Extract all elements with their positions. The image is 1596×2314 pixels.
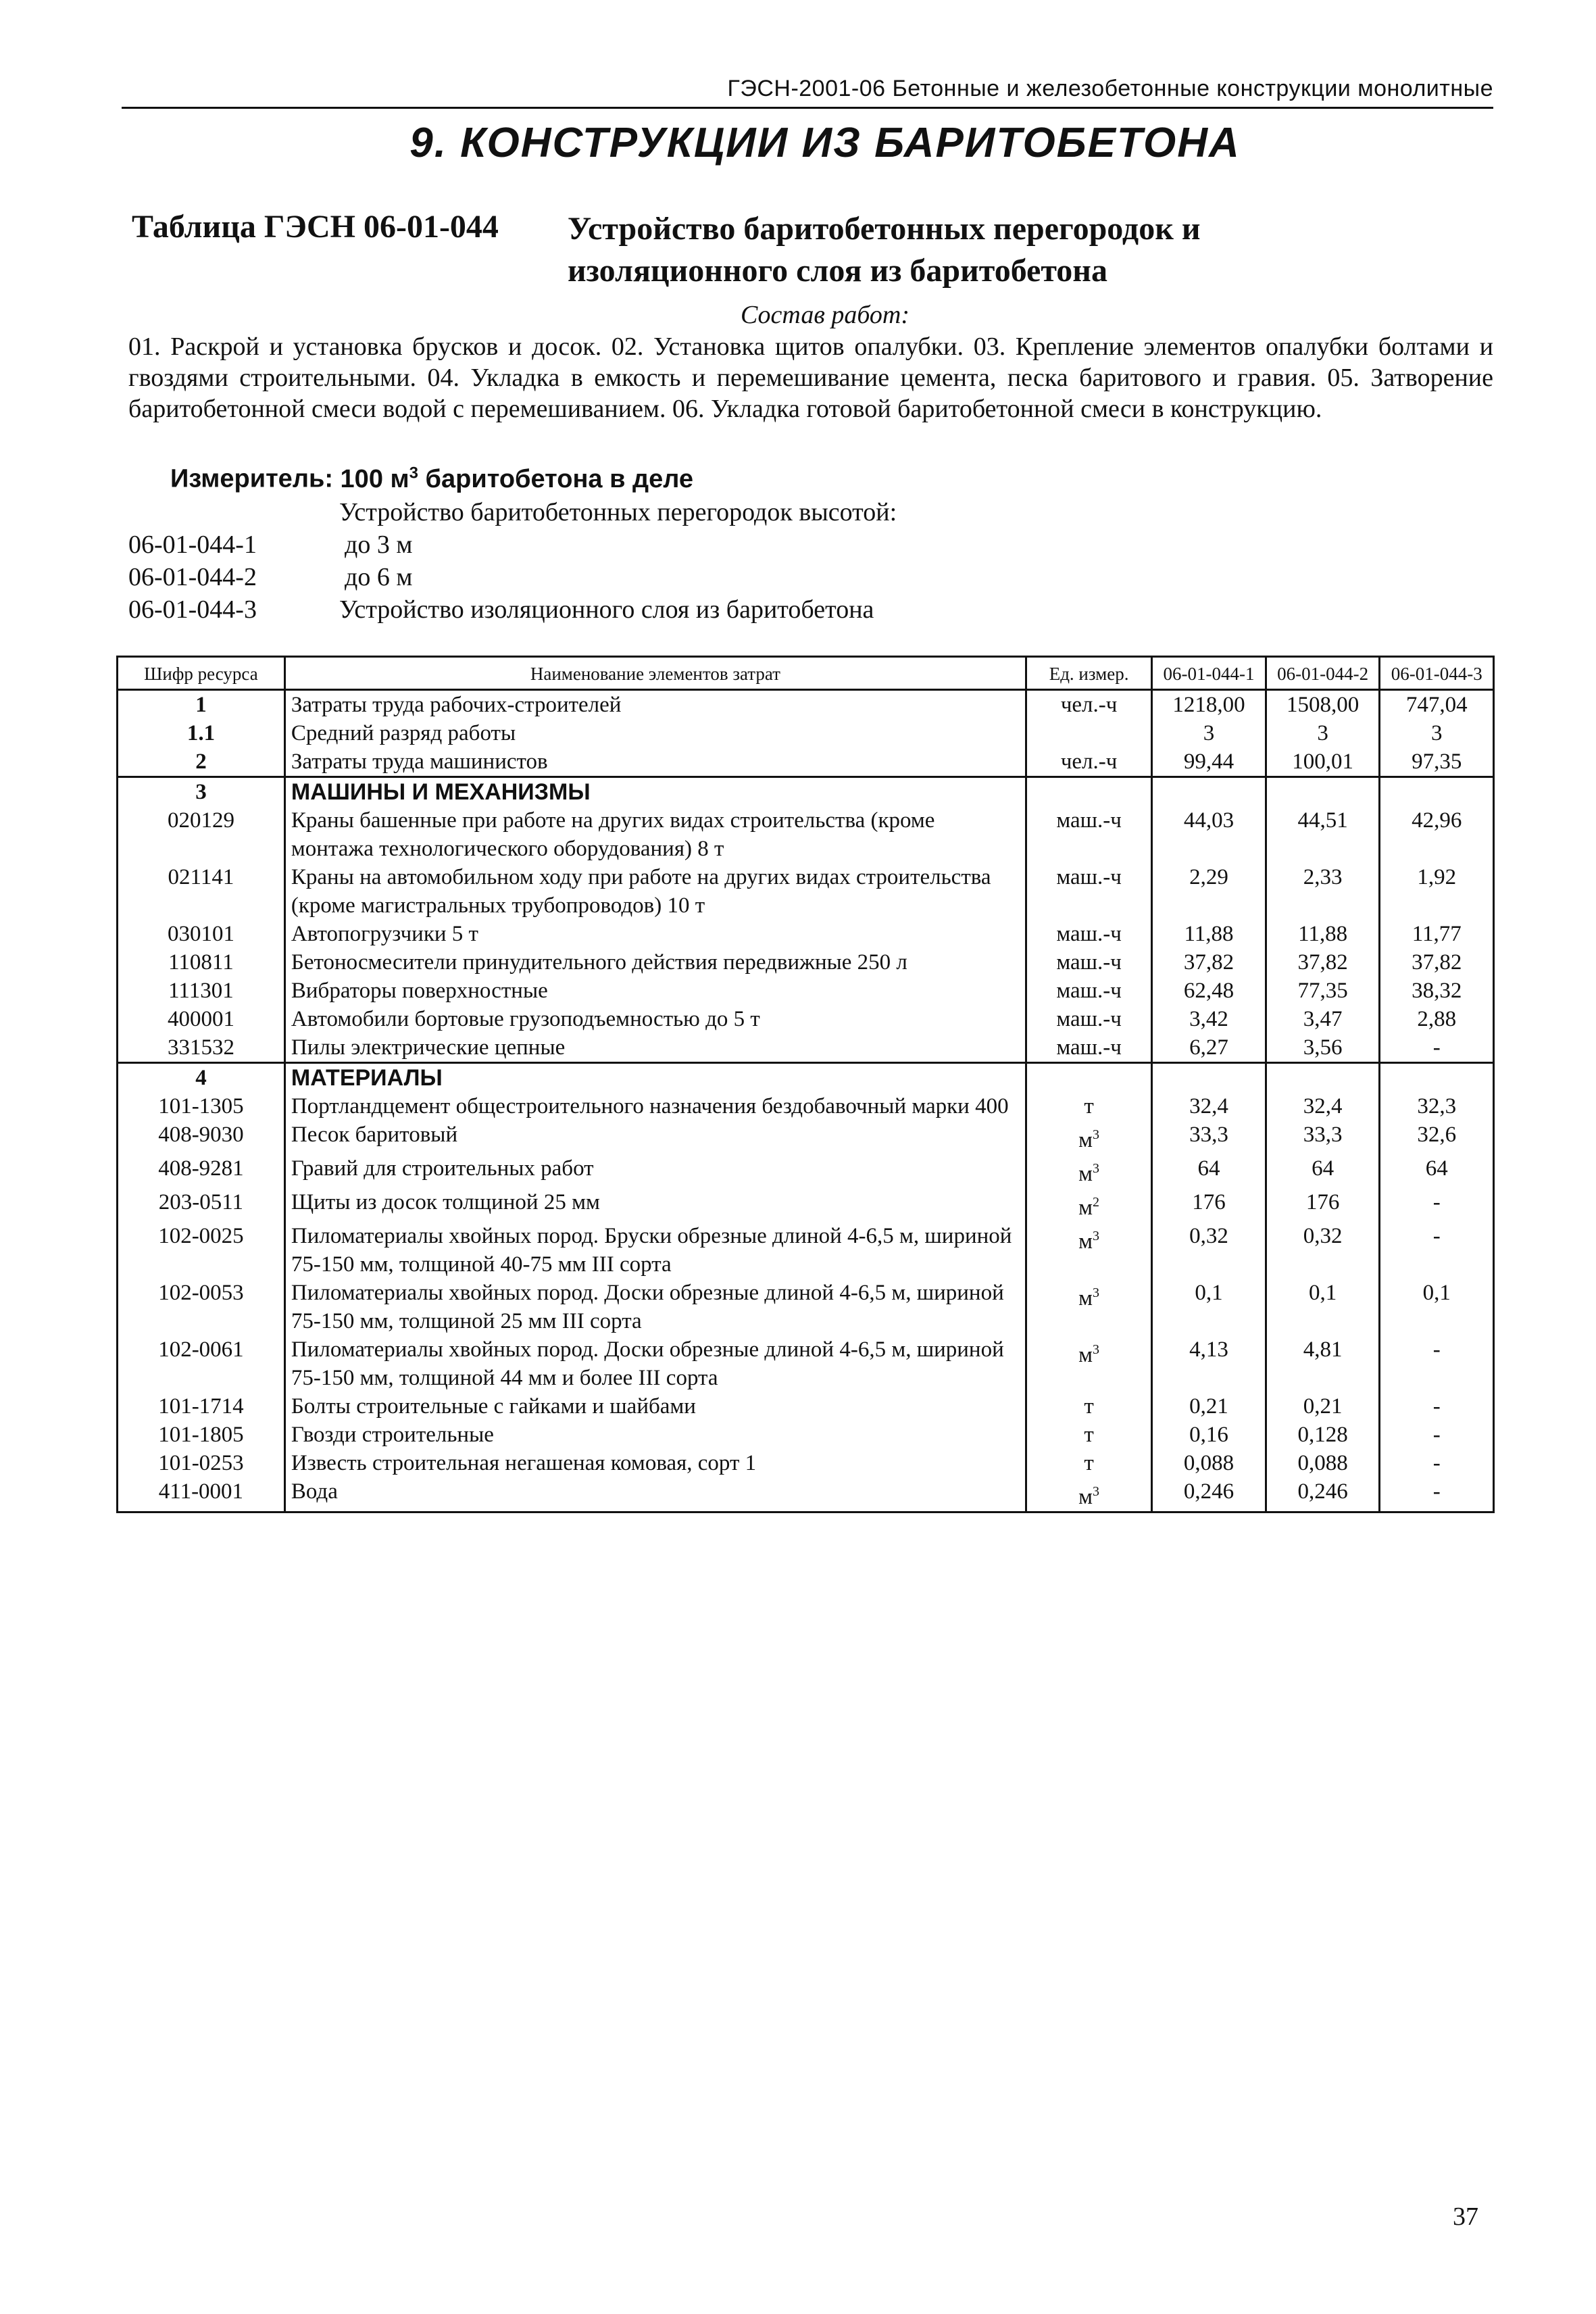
header-col1: 06-01-044-1 [1152,657,1266,690]
cell-value-3: 64 [1380,1154,1494,1188]
cell-value-3: - [1380,1188,1494,1222]
variants-group-title: Устройство баритобетонных перегородок высотой: [339,498,897,526]
cell-name: Известь строительная негашеная комовая, сорт 1 [284,1449,1026,1477]
cell-value-3: - [1380,1335,1494,1392]
cell-name: Средний разряд работы [284,719,1026,747]
cell-value-3: 32,6 [1380,1121,1494,1154]
table-header-row [118,657,1494,690]
cell-value-3: - [1380,1477,1494,1512]
cell-value-2: 3,56 [1266,1033,1380,1063]
cell-value-2: 64 [1266,1154,1380,1188]
cell-name: Пилы электрические цепные [284,1033,1026,1063]
cell-value-2: 37,82 [1266,948,1380,977]
cell-value-2: 0,246 [1266,1477,1380,1512]
cell-value-2: 0,088 [1266,1449,1380,1477]
cell-code: 111301 [118,977,285,1005]
cell-value-1: 176 [1152,1188,1266,1222]
cell-unit: маш.-ч [1026,806,1151,863]
cell-name: Краны башенные при работе на других видах строительства (кроме монтажа технологического оборудования) 8 т [284,806,1026,863]
table-row [118,1188,1494,1222]
variant-name: Устройство изоляционного слоя из баритобетона [339,595,874,624]
table-label: Таблица ГЭСН 06-01-044 [132,209,499,245]
cell-value-3: 38,32 [1380,977,1494,1005]
table-row [118,777,1494,807]
variant-code: 06-01-044-2 [128,563,257,591]
cell-value-2: 0,128 [1266,1421,1380,1449]
cell-unit: т [1026,1421,1151,1449]
table-row [118,1005,1494,1033]
table-row [118,1092,1494,1121]
cell-value-1: 0,21 [1152,1392,1266,1421]
table-row [118,747,1494,777]
table-row [118,920,1494,948]
cell-name: Затраты труда машинистов [284,747,1026,777]
cell-code: 408-9030 [118,1121,285,1154]
cell-unit: т [1026,1392,1151,1421]
work-composition-text: 01. Раскрой и установка брусков и досок. 02. Установка щитов опалубки. 03. Крепление элементов опалубки болтами и гвоздями строительными. 04. Укладка в емкость и перемешивание цемента, песка баритового и гравия. 05. Затворение баритобетонной смеси водой с перемешиванием. 06. Укладка готовой баритобетонной смеси в конструкцию. [128,333,1493,423]
cell-unit: $м^3$ [1026,1279,1151,1335]
table-row [118,806,1494,863]
variant-name: до 3 м [345,531,413,559]
cell-unit: маш.-ч [1026,863,1151,920]
cell-value-2: 3 [1266,719,1380,747]
cell-code: 203-0511 [118,1188,285,1222]
cell-value-2: 4,81 [1266,1335,1380,1392]
cell-value-3: 0,1 [1380,1279,1494,1335]
cell-unit: маш.-ч [1026,1033,1151,1063]
cell-code: 020129 [118,806,285,863]
cell-unit: т [1026,1092,1151,1121]
resource-table [116,656,1495,1513]
header-col3: 06-01-044-3 [1380,657,1494,690]
cell-value-3: - [1380,1033,1494,1063]
cell-unit: $м^3$ [1026,1222,1151,1279]
cell-unit: $м^3$ [1026,1154,1151,1188]
cell-code: 331532 [118,1033,285,1063]
table-row [118,1121,1494,1154]
cell-value-3: 1,92 [1380,863,1494,920]
cell-value-1: 0,246 [1152,1477,1266,1512]
cell-code: 1.1 [118,719,285,747]
section-title: 9. КОНСТРУКЦИИ ИЗ БАРИТОБЕТОНА [409,120,1241,166]
cell-value-2: 3,47 [1266,1005,1380,1033]
cell-code: 2 [118,747,285,777]
table-row [118,1449,1494,1477]
cell-name: Пиломатериалы хвойных пород. Доски обрезные длиной 4-6,5 м, шириной 75-150 мм, толщиной 25 мм III сорта [284,1279,1026,1335]
cell-value-2: 176 [1266,1188,1380,1222]
cell-value-2: 0,32 [1266,1222,1380,1279]
cell-value-2: 0,21 [1266,1392,1380,1421]
cell-code: 102-0061 [118,1335,285,1392]
cell-value-1: 0,16 [1152,1421,1266,1449]
cell-name: Затраты труда рабочих-строителей [284,690,1026,720]
table-row [118,977,1494,1005]
measure-label: Измеритель: [170,464,333,493]
variant-code: 06-01-044-1 [128,531,257,559]
measure-line [170,464,693,494]
table-row [118,1477,1494,1512]
cell-value-3: - [1380,1449,1494,1477]
variants-list [128,496,897,626]
cell-value-1: 4,13 [1152,1335,1266,1392]
cell-name: Портландцемент общестроительного назначения бездобавочный марки 400 [284,1092,1026,1121]
variant-row [128,561,897,593]
cell-value-1: 0,1 [1152,1279,1266,1335]
cell-unit: маш.-ч [1026,920,1151,948]
header-rule [122,107,1493,109]
cell-code: 102-0025 [118,1222,285,1279]
cell-name: Бетоносмесители принудительного действия передвижные 250 л [284,948,1026,977]
cell-value-1: 44,03 [1152,806,1266,863]
cell-value-1: 3 [1152,719,1266,747]
cell-unit: $м^3$ [1026,1121,1151,1154]
cell-unit: т [1026,1449,1151,1477]
cell-value-2: 2,33 [1266,863,1380,920]
cell-value-3: 747,04 [1380,690,1494,720]
header-col2: 06-01-044-2 [1266,657,1380,690]
cell-unit: маш.-ч [1026,948,1151,977]
cell-value-3: 42,96 [1380,806,1494,863]
cell-value-1: 32,4 [1152,1092,1266,1121]
cell-value-2: 77,35 [1266,977,1380,1005]
page-number: 37 [1453,2202,1478,2231]
cell-value-1: 64 [1152,1154,1266,1188]
cell-value-2: 0,1 [1266,1279,1380,1335]
cell-code: 400001 [118,1005,285,1033]
cell-code: 021141 [118,863,285,920]
cell-value-1: 99,44 [1152,747,1266,777]
cell-code: 101-1305 [118,1092,285,1121]
cell-value-3: 3 [1380,719,1494,747]
cell-code: 101-1805 [118,1421,285,1449]
table-row [118,863,1494,920]
cell-code: 3 [118,777,285,807]
cell-value-1: 0,088 [1152,1449,1266,1477]
cell-unit: чел.-ч [1026,690,1151,720]
cell-name: Вибраторы поверхностные [284,977,1026,1005]
header-unit: Ед. измер. [1026,657,1151,690]
cell-code: 030101 [118,920,285,948]
cell-name: Автомобили бортовые грузоподъемностью до 5 т [284,1005,1026,1033]
running-header: ГЭСН-2001-06 Бетонные и железобетонные конструкции монолитные [727,76,1493,101]
cell-value-1: 11,88 [1152,920,1266,948]
cell-unit: маш.-ч [1026,1005,1151,1033]
table-row [118,719,1494,747]
cell-code: 411-0001 [118,1477,285,1512]
table-row [118,1279,1494,1335]
variant-row [128,593,897,626]
cell-code: 4 [118,1063,285,1093]
cell-value-1: 33,3 [1152,1121,1266,1154]
cell-value-1 [1152,1063,1266,1093]
cell-value-2: 44,51 [1266,806,1380,863]
table-row [118,1222,1494,1279]
header-code: Шифр ресурса [118,657,285,690]
cell-value-2: 100,01 [1266,747,1380,777]
cell-value-3: 32,3 [1380,1092,1494,1121]
cell-value-2: 32,4 [1266,1092,1380,1121]
variant-code: 06-01-044-3 [128,595,257,624]
cell-unit: $м^3$ [1026,1477,1151,1512]
table-title: Устройство баритобетонных перегородок и изоляционного слоя из баритобетона [568,211,1201,289]
table-row [118,1392,1494,1421]
variant-row [128,528,897,561]
cell-name: Краны на автомобильном ходу при работе на других видах строительства (кроме магистральных трубопроводов) 10 т [284,863,1026,920]
cell-unit: маш.-ч [1026,977,1151,1005]
cell-name: Гвозди строительные [284,1421,1026,1449]
table-row [118,1063,1494,1093]
cell-value-3: 97,35 [1380,747,1494,777]
cell-value-3 [1380,777,1494,807]
cell-code: 408-9281 [118,1154,285,1188]
cell-value-3: 2,88 [1380,1005,1494,1033]
cell-name: Вода [284,1477,1026,1512]
cell-value-3: - [1380,1222,1494,1279]
table-row [118,1033,1494,1063]
cell-code: 101-1714 [118,1392,285,1421]
cell-value-3: - [1380,1392,1494,1421]
cell-value-1 [1152,777,1266,807]
cell-unit: $м^2$ [1026,1188,1151,1222]
cell-value-3: 11,77 [1380,920,1494,948]
cell-code: 101-0253 [118,1449,285,1477]
table-body [118,690,1494,1512]
cell-name: Песок баритовый [284,1121,1026,1154]
cell-unit: $м^3$ [1026,1335,1151,1392]
cell-unit [1026,719,1151,747]
table-row [118,1421,1494,1449]
cell-code: 102-0053 [118,1279,285,1335]
cell-value-2 [1266,777,1380,807]
cell-value-1: 37,82 [1152,948,1266,977]
cell-value-1: 62,48 [1152,977,1266,1005]
cell-code: 110811 [118,948,285,977]
cell-value-1: 3,42 [1152,1005,1266,1033]
cell-value-1: 0,32 [1152,1222,1266,1279]
measure-value: 100 $м^3$ баритобетона в деле [340,464,694,493]
table-row [118,1154,1494,1188]
work-composition-heading: Состав работ: [740,301,910,329]
cell-value-3 [1380,1063,1494,1093]
table-row [118,948,1494,977]
table-row [118,690,1494,720]
cell-name: Гравий для строительных работ [284,1154,1026,1188]
cell-unit [1026,1063,1151,1093]
cell-value-1: 1218,00 [1152,690,1266,720]
cell-name: МАТЕРИАЛЫ [284,1063,1026,1093]
cell-value-3: - [1380,1421,1494,1449]
cell-value-1: 2,29 [1152,863,1266,920]
cell-name: Пиломатериалы хвойных пород. Бруски обрезные длиной 4-6,5 м, шириной 75-150 мм, толщиной 40-75 мм III сорта [284,1222,1026,1279]
cell-value-1: 6,27 [1152,1033,1266,1063]
cell-name: Автопогрузчики 5 т [284,920,1026,948]
variant-name: до 6 м [345,563,413,591]
cell-name: Пиломатериалы хвойных пород. Доски обрезные длиной 4-6,5 м, шириной 75-150 мм, толщиной 44 мм и более III сорта [284,1335,1026,1392]
table-row [118,1335,1494,1392]
header-name: Наименование элементов затрат [284,657,1026,690]
cell-value-3: 37,82 [1380,948,1494,977]
cell-unit [1026,777,1151,807]
cell-name: Болты строительные с гайками и шайбами [284,1392,1026,1421]
cell-value-2 [1266,1063,1380,1093]
cell-unit: чел.-ч [1026,747,1151,777]
cell-name: МАШИНЫ И МЕХАНИЗМЫ [284,777,1026,807]
cell-value-2: 1508,00 [1266,690,1380,720]
cell-name: Щиты из досок толщиной 25 мм [284,1188,1026,1222]
cell-value-2: 33,3 [1266,1121,1380,1154]
cell-code: 1 [118,690,285,720]
cell-value-2: 11,88 [1266,920,1380,948]
